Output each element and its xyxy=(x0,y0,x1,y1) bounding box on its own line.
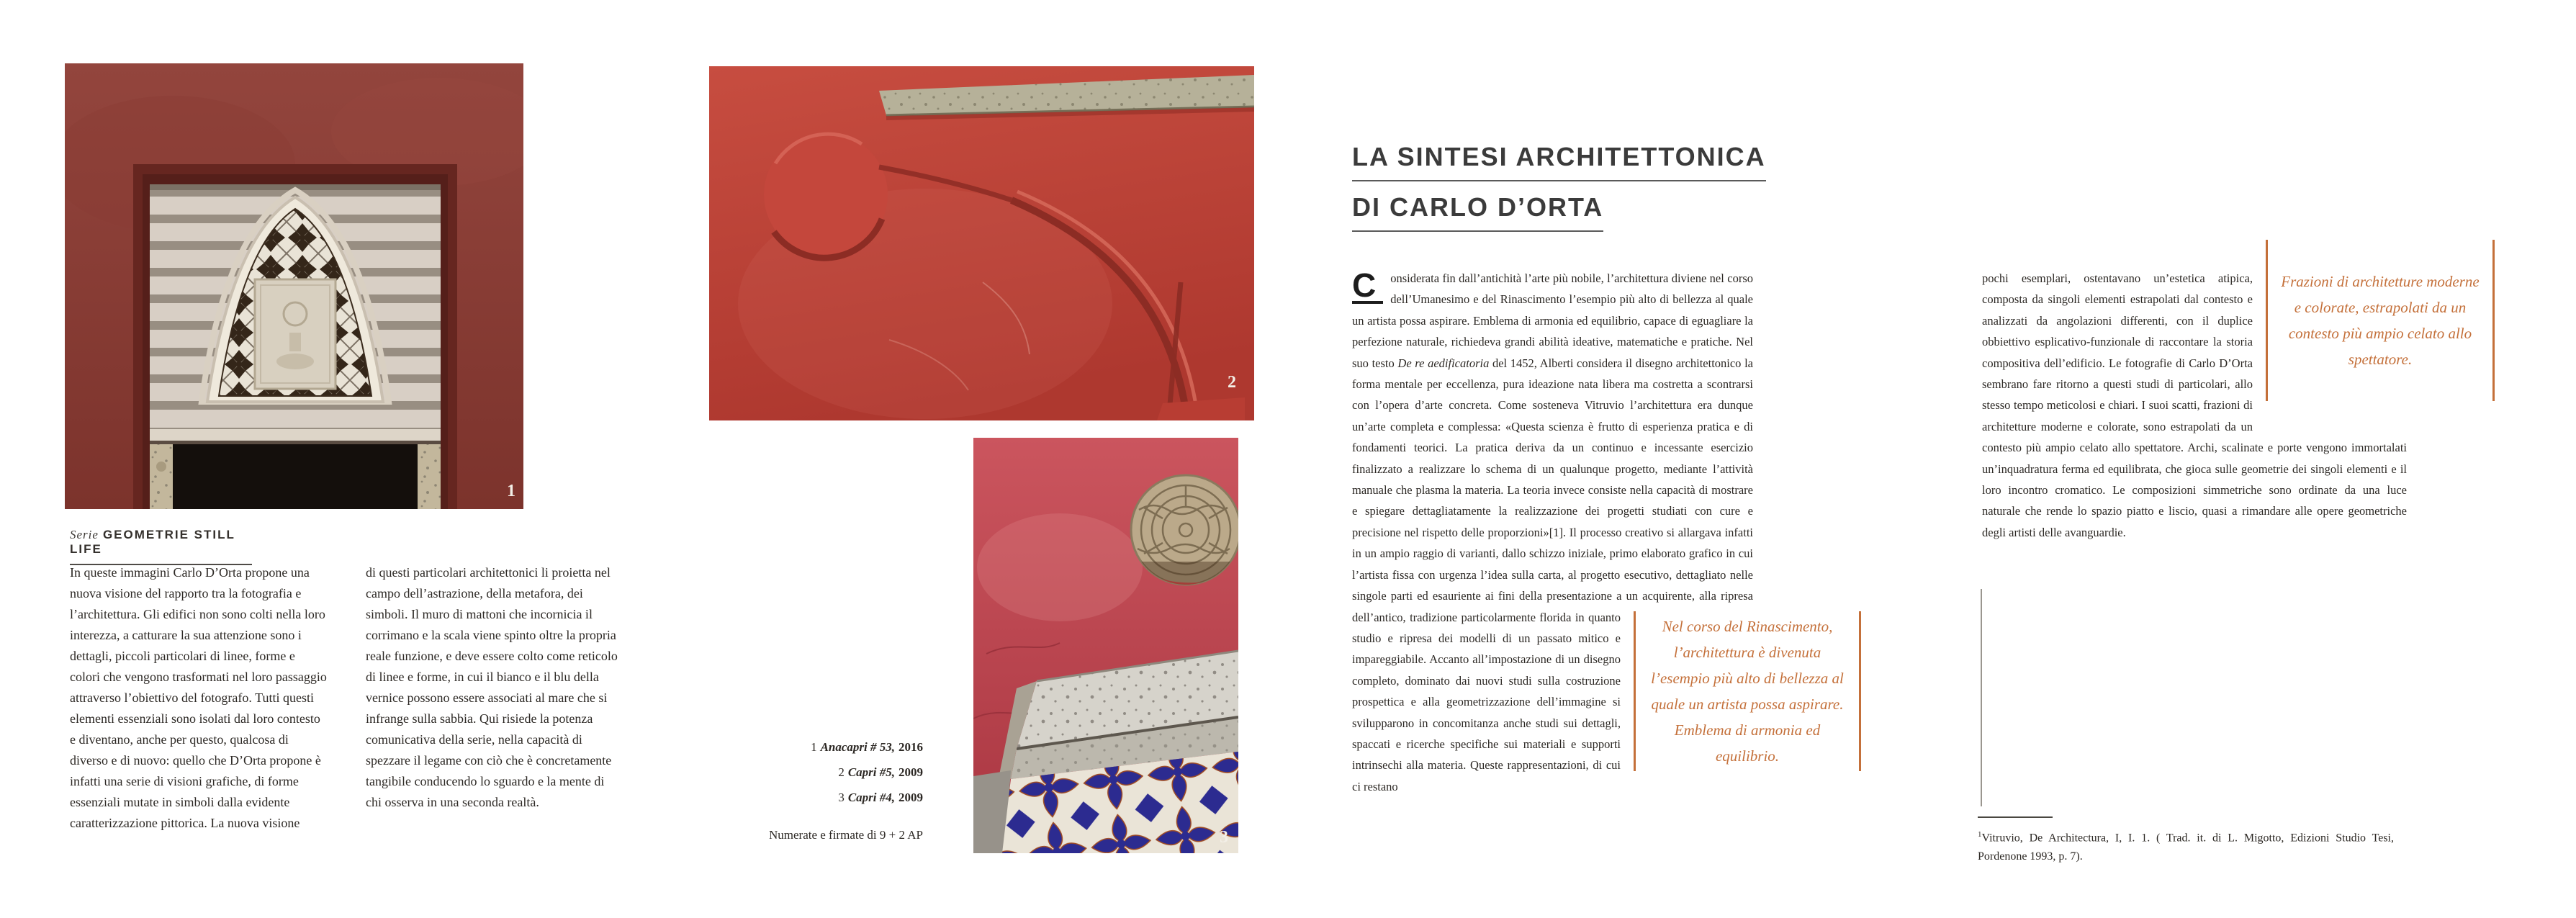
caption-1 xyxy=(720,740,923,755)
photo-1-number: 1 xyxy=(507,482,515,500)
article-title-line-1: LA SINTESI ARCHITETTONICA xyxy=(1352,144,1766,181)
article-title xyxy=(1352,144,1766,232)
photo-1-anacapri-portal xyxy=(65,63,523,509)
caption-2 xyxy=(720,765,923,780)
caption-2-number: 2 xyxy=(838,765,845,779)
caption-3-title: Capri #4, xyxy=(847,791,895,804)
column-2-text-b: ritorno a questi studi di particolari, allo stesso tempo meticolosi e chiari. I suoi scatti, frazioni di architetture moderne e colorate, sono estrapolati da un contesto più ampio celato allo spettatore. Archi, scalinate e porte vengono immortalati un’inquadratura ferma ed equilibrata, che gioca sulle geometrie dei singoli elementi e il loro incontro cromatico. Le composizioni simmetriche sono ordinate da una luce naturale che rende lo spazio piatto e liscio, quasi a rimandare alle opere geometriche degli artisti delle avanguardie. xyxy=(1982,377,2407,539)
caption-2-year: 2009 xyxy=(899,765,923,779)
series-title: GEOMETRIE STILL LIFE xyxy=(70,528,235,556)
caption-1-year: 2016 xyxy=(899,740,923,754)
article-title-line-2: DI CARLO D’ORTA xyxy=(1352,194,1603,232)
photo-3-capri-tiles-and-disk xyxy=(973,438,1238,853)
drop-cap: C xyxy=(1352,271,1383,304)
footnote-text: Vitruvio, De Architectura, I, I. 1. ( Trad. it. di L. Migotto, Edizioni Studio Tesi, Pordenone 1993, p. 7). xyxy=(1978,832,2394,863)
column-2-text-a: pochi esemplari, ostentavano un’estetica atipica, composta da singoli elementi estrapolati dal contesto e analizzati da angolazioni differenti, con il duplice obbiettivo esplicativo-funzionale di raccontare la storia compositiva dell’edificio. Le fotografie di Carlo D’Orta sembrano fare xyxy=(1982,271,2253,392)
edition-note: Numerate e firmate di 9 + 2 AP xyxy=(768,828,923,842)
caption-3 xyxy=(720,791,923,805)
series-word: Serie xyxy=(70,528,99,541)
caption-1-number: 1 xyxy=(811,740,817,754)
pull-quote-2-text: Frazioni di architetture moderne e colorate, estrapolati da un contesto più ampio celato allo spettatore. xyxy=(2281,273,2480,368)
caption-3-year: 2009 xyxy=(899,791,923,804)
series-caption xyxy=(70,528,252,565)
right-page-column-2 xyxy=(1982,268,2480,543)
left-page-column-1: In queste immagini Carlo D’Orta propone una nuova visione del rapporto tra la fotografia e l’architettura. Gli edifici non sono colti nella loro interezza, a catturare la sua attenzione sono i dettagli, piccoli particolari di linee, forme e colori che vengono trasformati nel loro passaggio attraverso l’obiettivo del fotografo. Tutti questi elementi essenziali sono isolati dal loro contesto e diventano, anche per questo, qualcosa di diverso e di nuovo: quello che D’Orta propone è infatti una serie di visioni grafiche, di forme essenziali mutate in simboli dalla evidente caratterizzazione pittorica. La nuova visione xyxy=(70,565,327,830)
photo-2-number: 2 xyxy=(1228,373,1236,392)
column-1-text-a: onsiderata fin dall’antichità l’arte più nobile, l’architettura diviene nel corso dell’Umanesimo e del Rinascimento l’esempio più alto di bellezza al quale un artista possa aspirare. Emblema di armonia ed equilibrio, capace di eguagliare la perfezione naturale, richiedeva grandi abilità ideative, matematiche e pratiche. Nel suo testo xyxy=(1352,271,1753,370)
footnote-marker: 1 xyxy=(1978,830,1982,839)
decorative-vertical-rule xyxy=(1981,589,1982,806)
footnote-rule xyxy=(1978,816,2053,818)
photo-captions xyxy=(720,740,923,842)
marble-sill xyxy=(150,429,441,441)
right-page-column-1 xyxy=(1352,266,1844,797)
pull-quote-1 xyxy=(1634,611,1861,771)
photo-2-capri-red-volute xyxy=(709,66,1254,420)
dark-doorway xyxy=(173,444,418,509)
footnote xyxy=(1978,825,2394,866)
column-1-text-c: particolarmente florida in quanto studio e ripresa dei modelli di un passato mitico e impareggiabile. Accanto all’impostazione di un disegno completo, dominato dai nuovi studi sulla costruzione prospettica e alla geometrizzazione dell’immagine si svilupparono in concomitanza anche studi sui dettagli, spaccati e ricerche specifiche sui materiali e supporti intrinsechi alla materia. Queste rappresentazioni, di cui ci restano xyxy=(1352,610,1621,793)
caption-2-title: Capri #5, xyxy=(847,765,895,779)
carved-central-panel xyxy=(255,279,335,389)
column-1-text-b: del 1452, Alberti considera il disegno architettonico la forma mentale per eccellenza, pura ideazione nata libera ma costretta a scontrarsi con l’opera d’arte concreta. Come sosteneva Vitruvio l’architettura era dunque un’arte completa e complessa: «Questa scienza è frutto di esperienza pratica e di fondamenti teorici. La pratica deriva da un continuo e incessante esercizio finalizzato a realizzare lo schema di un qualunque progetto, mediante l’attività manuale che plasma la materia. La teoria invece consiste nella capacità di mostrare e spiegare dettagliatamente la realizzazione dei progetti studiati con cure e precisione nel rispetto delle proporzioni»[1]. Il processo creativo si allargava infatti in un ampio raggio di varianti, dallo schizzo iniziale, primo elaborato grafico in cui l’artista fissa con urgenza l’idea sulla carta, al progetto esecutivo, dettagliato nelle singole parti ed esauriente ai fini della presentazione a un acquirente, alla ripresa dell’antico, tradizione xyxy=(1352,356,1753,624)
pull-quote-2 xyxy=(2266,240,2495,401)
caption-1-title: Anacapri # 53, xyxy=(820,740,895,754)
left-page-column-2: di questi particolari architettonici li proietta nel campo dell’astrazione, della metafora, dei simboli. Il muro di mattoni che incornicia il corrimano e la scala viene spinto oltre la propria reale funzione, e deve essere colto come reticolo di linee e forme, in cui il bianco e il blu della vernice possono essere associati al mare che si infrange sulla sabbia. Qui risiede la potenza comunicativa della serie, nella capacità di spezzare il legame con ciò che è concretamente tangibile conducendo lo sguardo e la mente di chi osserva in una seconda realtà. xyxy=(366,565,618,809)
pull-quote-1-text: Nel corso del Rinascimento, l’architettura è divenuta l’esempio più alto di bellezza al quale un artista possa aspirare. Emblema di armonia ed equilibrio. xyxy=(1651,617,1844,765)
photo-3-number: 3 xyxy=(1220,828,1228,847)
work-title-italic: De re aedificatoria xyxy=(1397,356,1490,370)
caption-3-number: 3 xyxy=(838,791,845,804)
